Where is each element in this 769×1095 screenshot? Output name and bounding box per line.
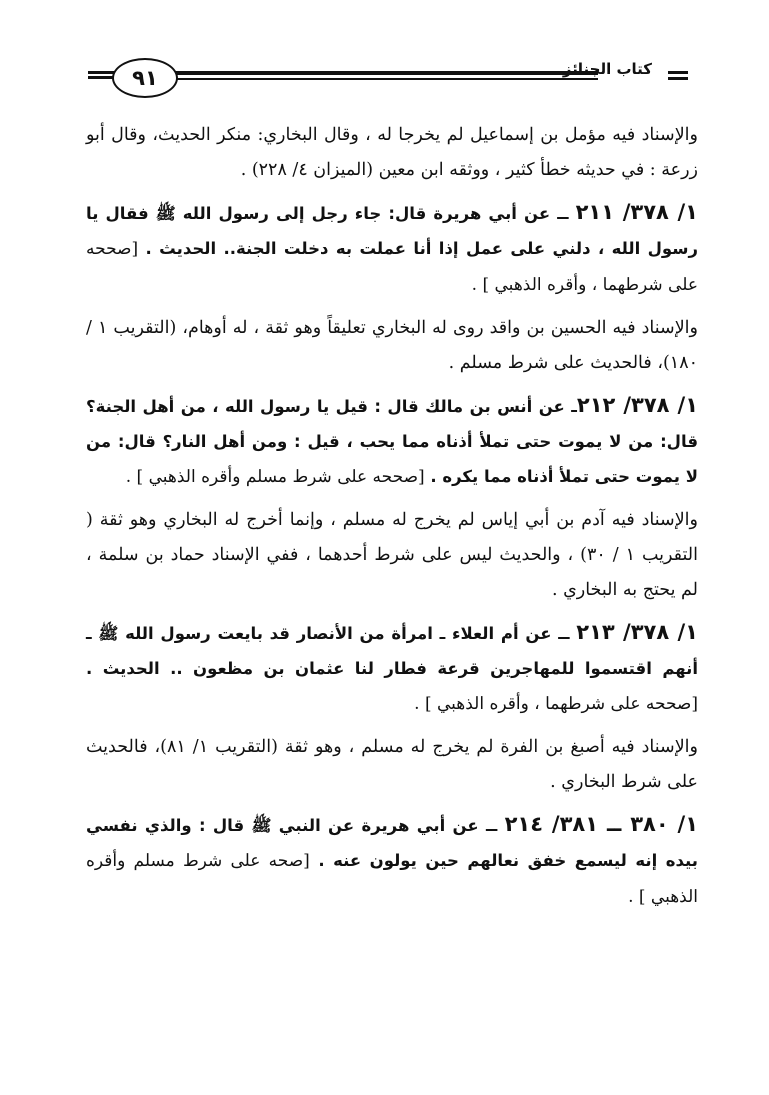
hadith-entry [86, 388, 698, 495]
header-rule [172, 71, 598, 80]
commentary-paragraph: والإسناد فيه آدم بن أبي إياس لم يخرج له مسلم ، وإنما أخرج له البخاري وهو ثقة ( التقريب ١ / ٣٠) ، والحديث ليس على شرط أحدهما ، ففي الإسناد حماد بن سلمة ، لم يحتج به البخاري . [86, 510, 698, 600]
hadith-entry [86, 807, 698, 915]
hadith-reference: ١/ ٣٧٨/ ٢١١ [575, 200, 698, 224]
hadith-grading: [صححه على شرطهما ، وأقره الذهبي ] . [86, 239, 698, 295]
page-number: ٩١ [132, 65, 158, 90]
hadith-text: ـ عن أنس بن مالك قال : قيل يا رسول الله ، من أهل الجنة؟ قال: من لا يموت حتى تملأ أذناه مما يحب ، قيل : ومن أهل النار؟ قال: من لا يموت حتى تملأ أذناه مما يكره . [86, 397, 698, 486]
hadith-text: ــ عن أبي هريرة عن النبي ﷺ قال : والذي نفسي بيده إنه ليسمع خفق نعالهم حين يولون عنه . [86, 816, 698, 870]
page-body [86, 118, 698, 923]
hadith-reference: ١/ ٣٧٨/ ٢١٣ [576, 620, 698, 644]
hadith-text: ــ عن أم العلاء ـ امرأة من الأنصار قد بايعت رسول الله ﷺ ـ أنهم اقتسموا للمهاجرين قرعة فطار لنا عثمان بن مظعون .. الحديث . [86, 624, 698, 678]
commentary-paragraph: والإسناد فيه أصبغ بن الفرة لم يخرج له مسلم ، وهو ثقة (التقريب ١/ ٨١)، فالحديث على شرط البخاري . [86, 737, 698, 792]
page-number-badge [112, 58, 178, 98]
hadith-text: ــ عن أبي هريرة قال: جاء رجل إلى رسول الله ﷺ فقال يا رسول الله ، دلني على عمل إذا أنا عملت به دخلت الجنة.. الحديث . [86, 204, 698, 258]
hadith-grading: [صححه على شرط مسلم وأقره الذهبي ] . [125, 467, 425, 487]
hadith-reference: ١/ ٣٨٠ ــ ٣٨١/ ٢١٤ [504, 812, 699, 836]
header-rule-right [668, 71, 688, 80]
hadith-grading: [صححه على شرطهما ، وأقره الذهبي ] . [414, 694, 698, 714]
hadith-entry [86, 195, 698, 303]
book-title: كتاب الجنائز [562, 60, 652, 78]
page-header [88, 58, 688, 96]
hadith-entry [86, 615, 698, 722]
hadith-grading: [صحه على شرط مسلم وأقره الذهبي ] . [86, 851, 698, 907]
hadith-reference: ١/ ٣٧٨/ ٢١٢ [576, 393, 699, 417]
commentary-paragraph: والإسناد فيه الحسين بن واقد روى له البخاري تعليقاً وهو ثقة ، له أوهام، (التقريب ١ / ١٨٠)، فالحديث على شرط مسلم . [86, 318, 698, 373]
commentary-paragraph: والإسناد فيه مؤمل بن إسماعيل لم يخرجا له ، وقال البخاري: منكر الحديث، وقال أبو زرعة : في حديثه خطأ كثير ، ووثقه ابن معين (الميزان ٤/ ٢٢٨) . [86, 125, 698, 180]
